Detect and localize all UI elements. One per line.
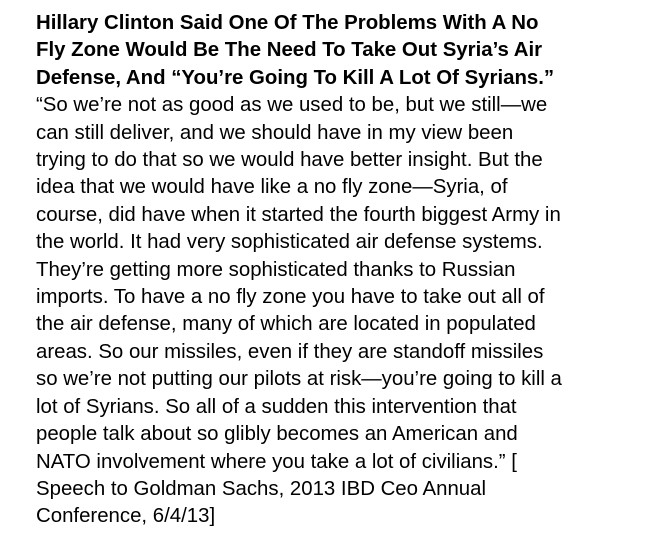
document [36, 10, 658, 531]
quote-body: “So we’re not as good as we used to be, but we still—we can still deliver, and we should have in my view been trying to do that so we would have better insight. But the idea that we would have like a no fly zone—Syria, of course, did have when it started the fourth biggest Army in the world. It had very sophisticated air defense systems. They’re getting more sophisticated thanks to Russian imports. To have a no fly zone you have to take out all of the air defense, many of which are located in populated areas. So our missiles, even if they are standoff missiles so we’re not putting our pilots at risk—you’re going to kill a lot of Syrians. So all of a sudden this intervention that people talk about so glibly becomes an American and NATO involvement where you take a lot of civilians.” [ Speech to Goldman Sachs, 2013 IBD Ceo Annual Conference, 6/4/13] [36, 94, 562, 528]
headline: Hillary Clinton Said One Of The Problems With A No Fly Zone Would Be The Need To Take Out Syria’s Air Defense, And “You’re Going To Kill A Lot Of Syrians.” [36, 12, 555, 89]
